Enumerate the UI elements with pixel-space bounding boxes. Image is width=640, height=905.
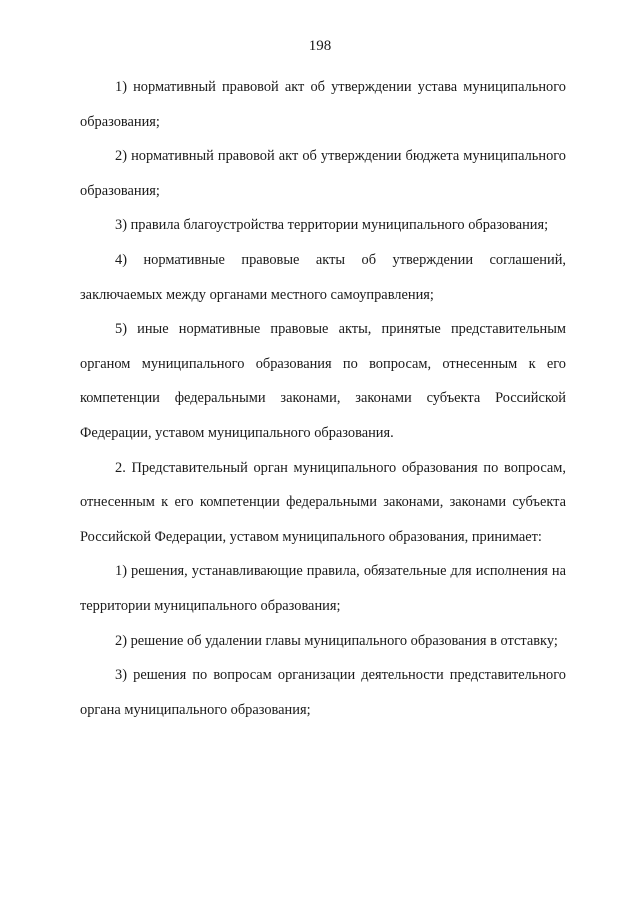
paragraph-item-2: 2) нормативный правовой акт об утверждении бюджета муниципального образования;: [80, 148, 566, 199]
paragraph-item-4: 4) нормативные правовые акты об утверждении соглашений, заключаемых между органами местного самоуправления;: [80, 251, 566, 303]
document-body: [80, 70, 566, 727]
paragraph-item-3: 3) правила благоустройства территории муниципального образования;: [115, 217, 549, 234]
paragraph-section-2: 2. Представительный орган муниципального образования по вопросам, отнесенным к его компетенции федеральными законами, законами субъекта Российской Федерации, уставом муниципального образования, принимает:: [80, 459, 566, 545]
page-number: 198: [308, 38, 332, 54]
paragraph-subitem-3: 3) решения по вопросам организации деятельности представительного органа муниципального образования;: [80, 667, 566, 718]
paragraph-item-5: 5) иные нормативные правовые акты, принятые представительным органом муниципального образования по вопросам, отнесенным к его компетенции федеральными законами, законами субъекта Российской Федерации, уставом муниципального образования.: [80, 321, 566, 441]
paragraph-item-1: 1) нормативный правовой акт об утверждении устава муниципального образования;: [80, 79, 566, 130]
paragraph-subitem-2: 2) решение об удалении главы муниципального образования в отставку;: [115, 632, 558, 649]
paragraph-subitem-1: 1) решения, устанавливающие правила, обязательные для исполнения на территории муниципального образования;: [80, 563, 566, 614]
